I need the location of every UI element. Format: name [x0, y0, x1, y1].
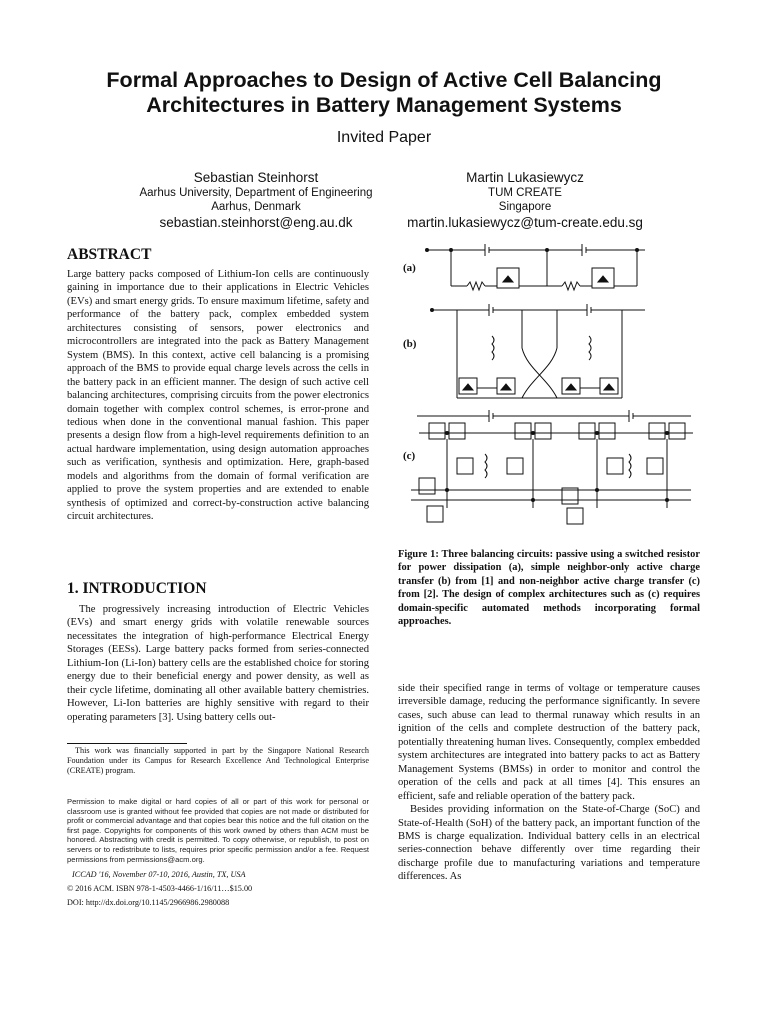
- paper-subtitle: Invited Paper: [336, 129, 432, 146]
- circuit-b: [430, 304, 649, 398]
- author-2: [375, 170, 675, 231]
- copyright-line: © 2016 ACM. ISBN 978-1-4503-4466-1/16/11…$15.00: [67, 884, 253, 893]
- doi-label: DOI:: [67, 898, 84, 907]
- introduction-paragraph-left: The progressively increasing introduction of Electric Vehicles (EVs) and smart energy grids with volatile renewable sources necessitates the integration of high-performance Electrical Energy Storages (EESs). Large battery packs formed from series-connected Lithium-Ion (Li-Ion) battery cells are the established choice for storing energy due to their beneficial energy and power density, as well as their cycle lifetime, dominating all other available battery chemistries. However, Li-Ion batteries are highly sensitive with regard to their operating parameters [3]. Using battery cells out-: [67, 604, 369, 723]
- title-line-1: Formal Approaches to Design of Active Cell Balancing: [106, 68, 662, 92]
- doi-line: [67, 898, 229, 908]
- figure-label-b: (b): [403, 338, 417, 350]
- figure-1: [397, 238, 703, 538]
- circuit-c: [407, 410, 695, 524]
- author-1-location: Aarhus, Denmark: [211, 201, 301, 213]
- author-1-name: Sebastian Steinhorst: [193, 170, 319, 185]
- author-2-affiliation: TUM CREATE: [488, 187, 562, 199]
- introduction-right: [398, 682, 700, 884]
- funding-note: This work was financially supported in part by the Singapore National Research Foundation under its Campus for Research Excellence And Technological Enterprise (CREATE) program.: [67, 746, 369, 776]
- conference-info: ICCAD '16, November 07-10, 2016, Austin, TX, USA: [72, 870, 246, 879]
- author-1-email: sebastian.steinhorst@eng.au.dk: [159, 215, 353, 230]
- title-line-2: Architectures in Battery Management Systems: [146, 93, 622, 117]
- author-1-affiliation: Aarhus University, Department of Engineering: [139, 187, 373, 199]
- doi-link[interactable]: http://dx.doi.org/10.1145/2966986.2980088: [85, 898, 230, 907]
- introduction-left: [67, 603, 369, 724]
- introduction-heading: 1. INTRODUCTION: [67, 580, 207, 597]
- figure-caption: Figure 1: Three balancing circuits: passive using a switched resistor for power dissipation (a), simple neighbor-only active charge transfer (b) from [1] and non-neighbor active charge transfer (c) from [2]. The design of complex architectures such as (c) requires domain-specific automated methods incorporating formal approaches.: [398, 549, 700, 628]
- abstract-paragraph: Large battery packs composed of Lithium-Ion cells are continuously gaining in importance due to their applications in Electric Vehicles (EVs) and smart energy grids. To ensure maximum lifetime, safety and performance of the battery pack, complex embedded system architectures consisting of sensors, power electronics and microcontrollers are integrated into the pack as Battery Management System (BMS). In this context, active cell balancing is a promising approach of the BMS to provide equal charge levels across the cells in the battery pack in an efficient manner. The design of such active cell balancing architectures, comprising circuits from the power electronics domain together with complex control schemes, is error-prone and tedious when done in the conventional manual fashion. This paper presents a design flow from a high-level requirements definition to an actual hardware implementation, using design automation approaches such as verification, synthesis and optimization. Here, graph-based models and algorithms from the domain of formal verification are applied to prove the system properties and are extended to enable synthesis of optimized and correct-by-construction active balancing circuit architectures.: [67, 269, 369, 523]
- abstract-heading: ABSTRACT: [67, 246, 152, 263]
- figure-label-c: (c): [403, 450, 416, 462]
- author-2-location: Singapore: [498, 201, 552, 213]
- circuit-diagram: [397, 238, 703, 538]
- abstract-text: [67, 268, 369, 524]
- permission-notice: Permission to make digital or hard copies of all or part of this work for personal or classroom use is granted without fee provided that copies are not made or distributed for profit or commercial advantage and that copies bear this notice and the full citation on the first page. Copyrights for components of this work owned by others than ACM must be honored. Abstracting with credit is permitted. To copy otherwise, or republish, to post on servers or to redistribute to lists, requires prior specific permission and/or a fee. Request permissions from permissions@acm.org.: [67, 797, 369, 864]
- footnote-rule: [67, 743, 187, 744]
- circuit-a: [425, 244, 649, 290]
- figure-label-a: (a): [403, 262, 416, 274]
- paper-title: [0, 68, 768, 118]
- author-1: [106, 170, 406, 231]
- introduction-paragraph-right-2: Besides providing information on the State-of-Charge (SoC) and State-of-Health (SoH) of the battery pack, an important function of the BMS is charge equalization. Individual battery cells in an electrical series-connection behave differently over time regarding their discharge profile due to manufacturing variations and temperature differences. As: [398, 804, 700, 883]
- author-2-email: martin.lukasiewycz@tum-create.edu.sg: [407, 215, 643, 230]
- author-2-name: Martin Lukasiewycz: [466, 170, 584, 185]
- introduction-paragraph-right-1: side their specified range in terms of voltage or temperature causes irreversible damage, reducing the performance significantly. In severe cases, such abuse can lead to thermal runaway which results in an ignition of the cells and complete destruction of the battery pack, potentially threatening human lives. Consequently, complex embedded system architectures are integrated into battery packs to act as Battery Management Systems (BMSs) in order to monitor and control the operation of the cells and pack at all times [4]. This ensures an efficient, safe and reliable operation of the battery pack.: [398, 683, 700, 802]
